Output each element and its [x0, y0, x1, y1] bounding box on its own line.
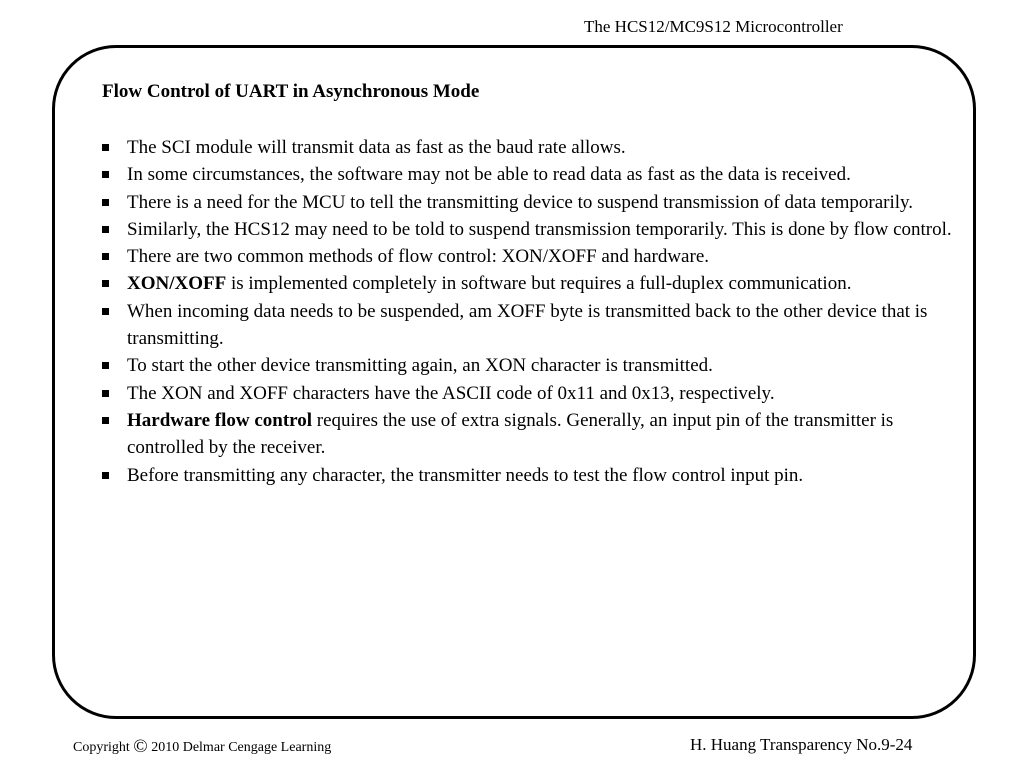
bullet-item — [102, 462, 952, 489]
square-bullet-icon — [102, 199, 109, 206]
footer-page-label: H. Huang Transparency No.9-24 — [690, 735, 913, 754]
footer-copyright — [73, 736, 331, 758]
square-bullet-icon — [102, 226, 109, 233]
square-bullet-icon — [102, 390, 109, 397]
copyright-text: 2010 Delmar Cengage Learning — [147, 740, 332, 755]
bullet-text: The SCI module will transmit data as fast as the baud rate allows. — [127, 137, 626, 158]
square-bullet-icon — [102, 280, 109, 287]
bullet-text: There are two common methods of flow control: XON/XOFF and hardware. — [127, 246, 709, 268]
square-bullet-icon — [102, 417, 109, 424]
bullet-bold-term: Hardware flow control — [127, 409, 313, 431]
bullet-text: When incoming data needs to be suspended, am XOFF byte is transmitted back to the other device that is transmitting. — [127, 300, 928, 350]
bullet-item — [102, 189, 952, 216]
bullet-item — [102, 352, 952, 379]
square-bullet-icon — [102, 144, 109, 151]
bullet-item — [102, 161, 952, 188]
bullet-item — [102, 216, 952, 243]
copyright-prefix: Copyright — [73, 740, 134, 755]
bullet-item — [102, 380, 952, 407]
square-bullet-icon — [102, 171, 109, 178]
bullet-text: Similarly, the HCS12 may need to be told to suspend transmission temporarily. This is done by flow control. — [127, 218, 952, 240]
copyright-icon: © — [133, 736, 148, 757]
bullet-item — [102, 298, 952, 353]
bullet-text: The XON and XOFF characters have the ASCII code of 0x11 and 0x13, respectively. — [127, 382, 775, 404]
bullet-text: requires the use of extra signals. Generally, an input pin of the transmitter is controlled by the receiver. — [127, 409, 894, 459]
bullet-list — [102, 134, 952, 489]
square-bullet-icon — [102, 253, 109, 260]
bullet-item — [102, 270, 952, 297]
bullet-item — [102, 407, 952, 462]
bullet-bold-term: XON/XOFF — [127, 273, 227, 295]
bullet-text: There is a need for the MCU to tell the transmitting device to suspend transmission of data temporarily. — [127, 191, 914, 213]
bullet-text: In some circumstances, the software may not be able to read data as fast as the data is received. — [127, 164, 851, 186]
bullet-text: is implemented completely in software but requires a full-duplex communication. — [226, 273, 852, 295]
bullet-item — [102, 134, 952, 161]
header-title: The HCS12/MC9S12 Microcontroller — [584, 17, 843, 36]
slide-heading: Flow Control of UART in Asynchronous Mode — [102, 81, 480, 102]
bullet-item — [102, 243, 952, 270]
square-bullet-icon — [102, 472, 109, 479]
bullet-text: Before transmitting any character, the transmitter needs to test the flow control input pin. — [127, 464, 804, 486]
square-bullet-icon — [102, 308, 109, 315]
bullet-text: To start the other device transmitting again, an XON character is transmitted. — [127, 355, 713, 377]
square-bullet-icon — [102, 362, 109, 369]
